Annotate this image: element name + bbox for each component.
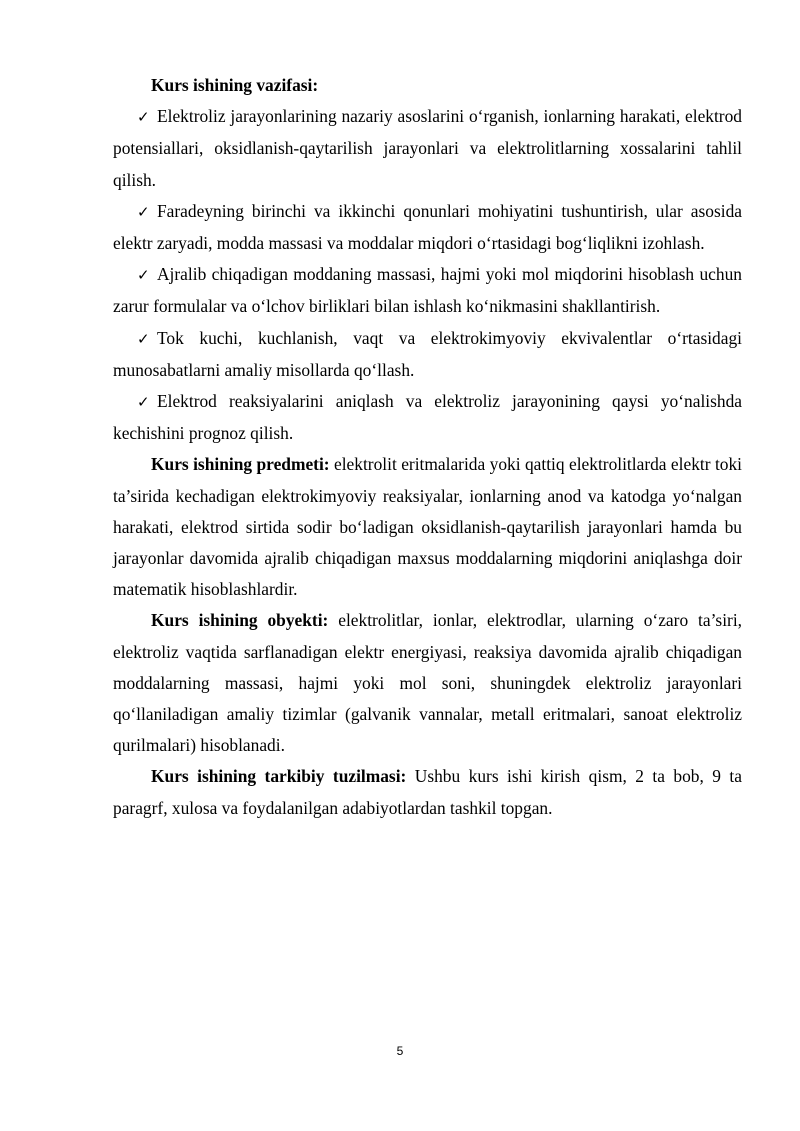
structure-text: Ushbu kurs ishi kirish qism, 2 ta bob, 9 ta paragrf, xulosa va foydalanilgan adabiyotlardan tashkil topgan.: [113, 766, 742, 818]
task-item-5: ✓ Elektrod reaksiyalarini aniqlash va elektroliz jarayonining qaysi yo‘nalishda kechishini prognoz qilish.: [113, 386, 742, 449]
check-icon: ✓: [137, 393, 150, 412]
task-item-1: ✓ Elektroliz jarayonlarining nazariy asoslarini o‘rganish, ionlarning harakati, elektrod potensiallari, oksidlanish-qaytarilish jarayonlari va elektrolitlarning xossalarini tahlil qilish.: [113, 101, 742, 196]
subject-text: elektrolit eritmalarida yoki qattiq elektrolitlarda elektr toki ta’sirida kechadigan elektrokimyoviy reaksiyalar, ionlarning anod va katodga yo‘nalgan harakati, elektrod sirtida sodir bo‘ladigan oksidlanish-qaytarilish jarayonlari hamda bu jarayonlar davomida ajralib chiqadigan maxsus moddalarning miqdorini aniqlashga doir matematik hisoblashlardir.: [113, 454, 742, 600]
subject-paragraph: [113, 449, 742, 605]
structure-paragraph: [113, 761, 742, 823]
check-icon: ✓: [137, 266, 150, 285]
object-label: Kurs ishining obyekti:: [151, 610, 329, 631]
object-paragraph: [113, 605, 742, 761]
task-item-3: ✓ Ajralib chiqadigan moddaning massasi, hajmi yoki mol miqdorini hisoblash uchun zarur formulalar va o‘lchov birliklari bilan ishlash ko‘nikmasini shakllantirish.: [113, 259, 742, 322]
check-icon: ✓: [137, 108, 150, 127]
tasks-heading: Kurs ishining vazifasi:: [151, 75, 319, 95]
check-icon: ✓: [137, 329, 150, 348]
task-item-2: ✓ Faradeyning birinchi va ikkinchi qonunlari mohiyatini tushuntirish, ular asosida elektr zaryadi, modda massasi va moddalar miqdori o‘rtasidagi bog‘liqlikni izohlash.: [113, 196, 742, 259]
task-item-4: ✓ Tok kuchi, kuchlanish, vaqt va elektrokimyoviy ekvivalentlar o‘rtasidagi munosabatlarni amaliy misollarda qo‘llash.: [113, 323, 742, 386]
page-number: 5: [396, 1044, 404, 1058]
check-icon: ✓: [137, 202, 150, 221]
structure-label: Kurs ishining tarkibiy tuzilmasi:: [151, 766, 407, 787]
object-text: elektrolitlar, ionlar, elektrodlar, ularning o‘zaro ta’siri, elektroliz vaqtida sarflanadigan elektr energiyasi, reaksiya davomida ajralib chiqadigan moddalarning massasi, hajmi yoki mol soni, shuningdek elektroliz jarayonlari qo‘llaniladigan amaliy tizimlar (galvanik vannalar, metall eritmalari, sanoat elektroliz qurilmalari) hisoblanadi.: [113, 610, 742, 756]
document-page: [113, 70, 742, 824]
subject-label: Kurs ishining predmeti:: [151, 454, 330, 475]
